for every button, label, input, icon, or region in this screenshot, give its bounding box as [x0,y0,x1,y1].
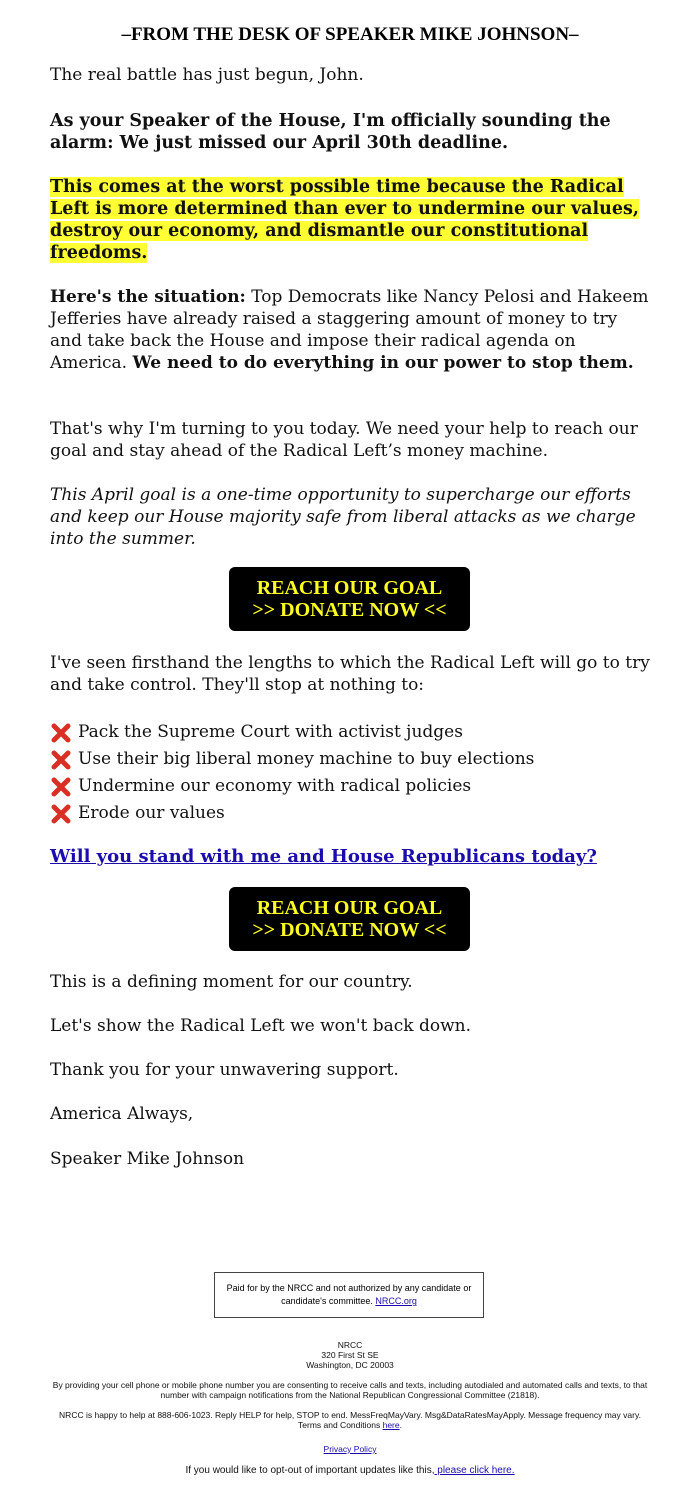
red-x-icon [50,776,72,798]
situation-lead: Here's the situation: [50,287,246,307]
situation-paragraph [50,286,650,374]
red-x-icon [50,722,72,744]
stand-with-me-link[interactable]: Will you stand with me and House Republicans today? [50,846,597,867]
situation-emphasis: We need to do everything in our power to stop them. [132,353,634,373]
donate-button-top[interactable] [229,567,470,631]
defining-paragraph: This is a defining moment for our country. [50,972,413,992]
paid-for-text-wrap [223,1282,475,1308]
situation-text: Top Democrats like Nancy Pelosi and Hakeem Jefferies have already raised a staggering amount of money to try and take back the House and impose their radical agenda on America. [50,287,649,373]
nrcc-link[interactable]: NRCC.org [375,1296,417,1306]
list-item-text: Undermine our economy with radical policies [78,776,472,796]
privacy-wrap [50,1444,650,1454]
red-x-icon [50,749,72,771]
help-text [50,1410,650,1430]
signoff: America Always, [50,1104,194,1124]
red-x-icon [50,803,72,825]
optout-body: If you would like to opt-out of important updates like this, [185,1465,435,1476]
list-item [50,719,650,746]
optout-text [50,1465,650,1477]
address-street: 320 First St SE [321,1350,379,1360]
greeting: The real battle has just begun, John. [50,65,364,85]
paid-for-text: Paid for by the NRCC and not authorized by any candidate or candidate's committee. [226,1283,472,1306]
list-item-text: Use their big liberal money machine to buy elections [78,749,535,769]
paid-for-disclaimer [214,1272,484,1318]
show-paragraph: Let's show the Radical Left we won't back down. [50,1016,472,1036]
thanks-paragraph: Thank you for your unwavering support. [50,1060,399,1080]
donate-button-line2: >> DONATE NOW << [252,599,447,621]
address-city: Washington, DC 20003 [306,1360,394,1370]
threat-list [50,719,650,827]
alarm-paragraph: As your Speaker of the House, I'm officially sounding the alarm: We just missed our April 30th deadline. [50,111,611,153]
donate-button-line2: >> DONATE NOW << [252,919,447,941]
list-item [50,773,650,800]
address-org: NRCC [337,1340,363,1350]
header-title: –FROM THE DESK OF SPEAKER MIKE JOHNSON– [121,24,579,45]
optout-link[interactable]: please click here. [434,1465,515,1476]
list-item-text: Erode our values [78,803,225,823]
donate-button-line1: REACH OUR GOAL [256,577,443,599]
turning-paragraph: That's why I'm turning to you today. We need your help to reach our goal and stay ahead of the Radical Left’s money machine. [50,419,638,461]
highlighted-text: This comes at the worst possible time because the Radical Left is more determined than ever to undermine our values, destroy our economy, and dismantle our constitutional freedoms. [50,177,639,263]
donate-button-bottom[interactable] [229,887,470,951]
privacy-policy-link[interactable]: Privacy Policy [323,1444,377,1454]
help-body: NRCC is happy to help at 888-606-1023. Reply HELP for help, STOP to end. MessFreqMayVary. Msg&DataRatesMayApply. Message frequency may vary. Terms and Conditions [59,1410,641,1430]
list-item-text: Pack the Supreme Court with activist judges [78,722,463,742]
donate-button-line1: REACH OUR GOAL [256,897,443,919]
lengths-paragraph: I've seen firsthand the lengths to which the Radical Left will go to try and take control. They'll stop at nothing to: [50,653,650,695]
help-end: . [399,1420,402,1430]
april-goal-paragraph: This April goal is a one-time opportunity to supercharge our efforts and keep our House majority safe from liberal attacks as we charge into the summer. [50,485,636,549]
list-item [50,746,650,773]
signature: Speaker Mike Johnson [50,1149,245,1169]
sms-consent: By providing your cell phone or mobile phone number you are consenting to receive calls and texts, including autodialed and automated calls and texts, to that number with campaign notifications from the National Republican Congressional Committee (21818). [52,1380,648,1400]
list-item [50,800,650,827]
highlight-paragraph [50,176,650,264]
terms-link[interactable]: here [382,1420,400,1430]
